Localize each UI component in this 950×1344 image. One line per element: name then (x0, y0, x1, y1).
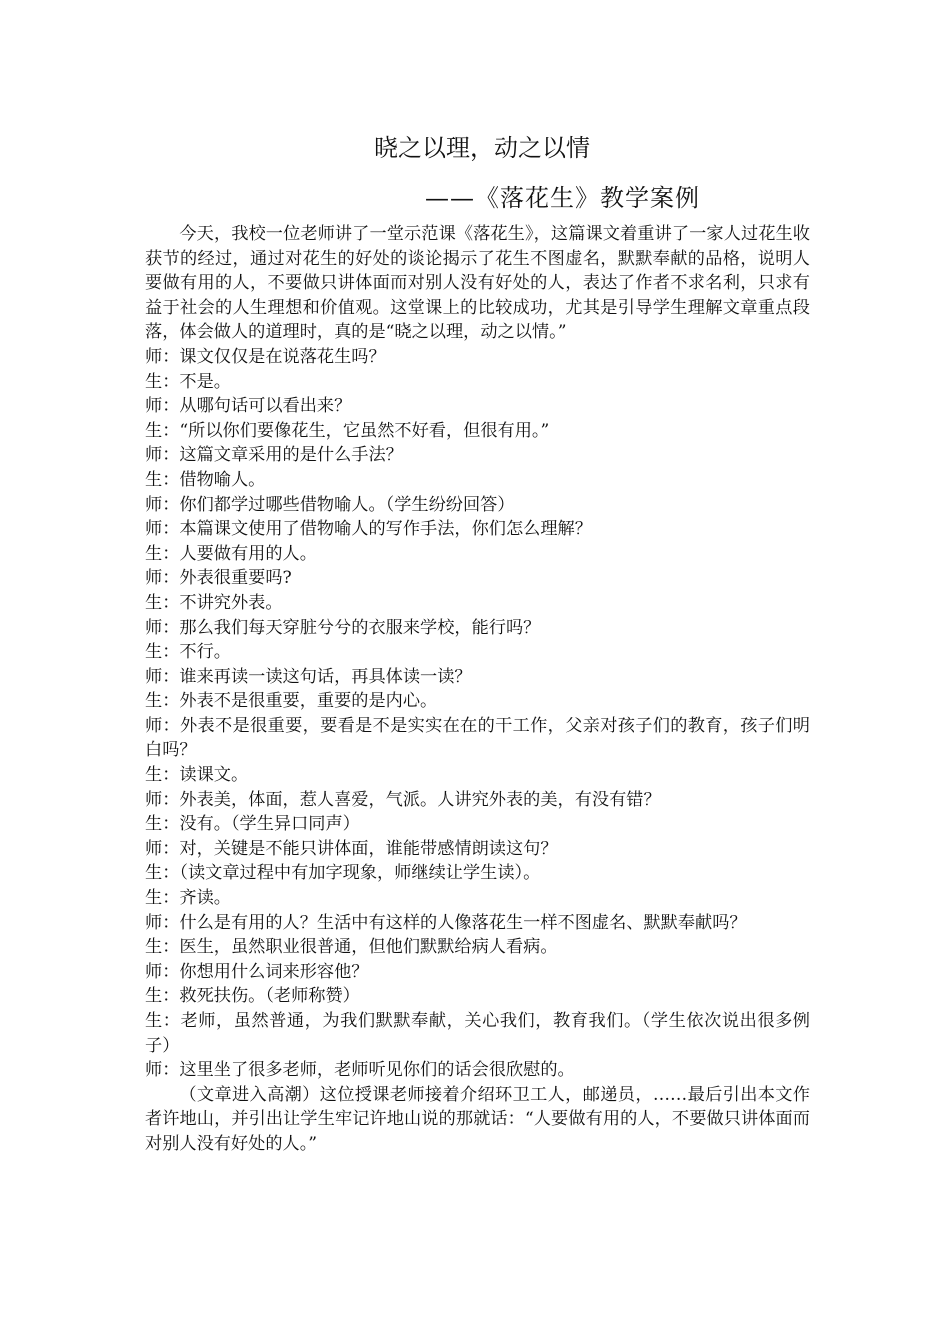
dialogue-line: 师：你们都学过哪些借物喻人。（学生纷纷回答） (145, 494, 515, 515)
dialogue-line: 生：医生，虽然职业很普通，但他们默默给病人看病。 (145, 937, 558, 958)
dialogue-line: 生：读课文。 (145, 765, 249, 786)
dialogue-line: 师：你想用什么词来形容他？ (145, 961, 369, 982)
dialogue-line: 生：不行。 (145, 642, 231, 663)
closing-paragraph: （文章进入高潮）这位授课老师接着介绍环卫工人，邮递员，……最后引出本文作者许地山，并引出让学生牢记许地山说的那就话：“人要做有用的人，不要做只讲体面而对别人没有好处的人。” (145, 1084, 810, 1154)
dialogue-line: 生：不讲究外表。 (145, 592, 283, 613)
dialogue-line: 生：外表不是很重要，重要的是内心。 (145, 691, 438, 712)
dialogue-line: 生：人要做有用的人。 (145, 543, 317, 564)
dialogue-line: 师：从哪句话可以看出来？ (145, 396, 352, 417)
dialogue-line: 师：谁来再读一读这句话，再具体读一读？ (145, 666, 472, 687)
dialogue-line: 生：老师，虽然普通，为我们默默奉献，关心我们，教育我们。（学生依次说出很多例子） (145, 1011, 810, 1056)
dialogue-line: 生：借物喻人。 (145, 469, 266, 490)
dialogue-line: 师：什么是有用的人？生活中有这样的人像落花生一样不图虚名、默默奉献吗？ (145, 912, 747, 933)
dialogue-line: 师：那么我们每天穿脏兮兮的衣服来学校，能行吗？ (145, 617, 541, 638)
document-subtitle: ——《落花生》教学案例 (425, 184, 700, 212)
dialogue-line: 生：（读文章过程中有加字现象，师继续让学生读）。 (145, 863, 541, 884)
dialogue-line: 师：这里坐了很多老师，老师听见你们的话会很欣慰的。 (145, 1060, 575, 1081)
dialogue-line: 师：外表很重要吗? (145, 568, 292, 589)
intro-paragraph: 今天，我校一位老师讲了一堂示范课《落花生》，这篇课文着重讲了一家人过花生收获节的经过，通过对花生的好处的谈论揭示了花生不图虚名，默默奉献的品格，说明人要做有用的人，不要做只讲体面而对别人没有好处的人，表达了作者不求名利，只求有益于社会的人生理想和价值观。这堂课上的比较成功，尤其是引导学生理解文章重点段落，体会做人的道理时，真的是“晓之以理，动之以情。” (145, 224, 810, 343)
dialogue-line: 师：这篇文章采用的是什么手法？ (145, 445, 403, 466)
document-body (145, 222, 810, 1157)
dialogue-line: 生：齐读。 (145, 888, 231, 909)
dialogue-line: 师：外表美，体面，惹人喜爱，气派。人讲究外表的美，有没有错？ (145, 789, 661, 810)
dialogue-line: 师：课文仅仅是在说落花生吗？ (145, 346, 386, 367)
dialogue-line: 生：不是。 (145, 371, 231, 392)
dialogue-line: 师：对，关键是不能只讲体面，谁能带感情朗读这句？ (145, 838, 558, 859)
dialogue-line: 生：“所以你们要像花生，它虽然不好看，但很有用。” (145, 420, 550, 441)
dialogue-line: 生：救死扶伤。（老师称赞） (145, 986, 360, 1007)
dialogue-line: 师：外表不是很重要，要看是不是实实在在的干工作，父亲对孩子们的教育，孩子们明白吗？ (145, 715, 810, 761)
dialogue-line: 生：没有。（学生异口同声） (145, 814, 360, 835)
document-title: 晓之以理，动之以情 (374, 134, 590, 162)
dialogue-line: 师：本篇课文使用了借物喻人的写作手法，你们怎么理解？ (145, 519, 592, 540)
